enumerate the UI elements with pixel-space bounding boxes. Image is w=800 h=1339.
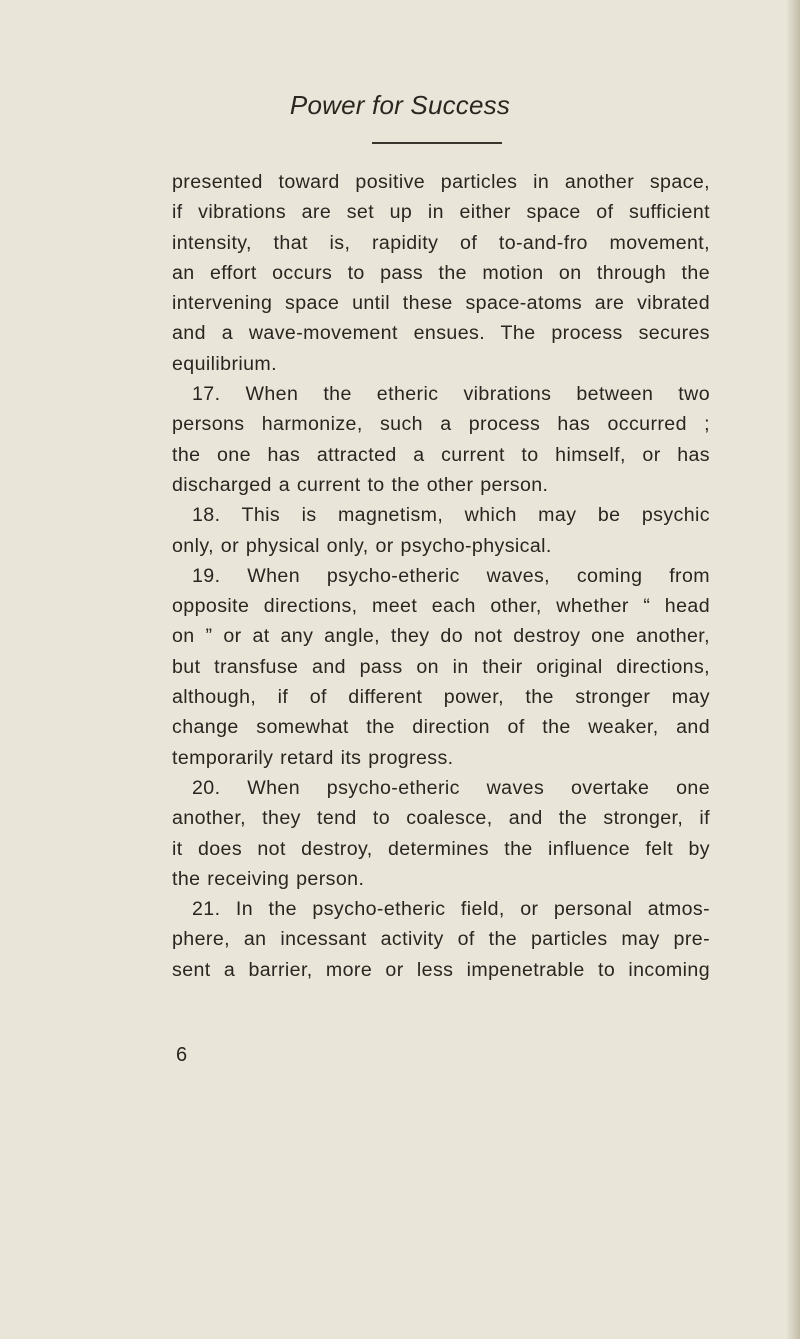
page-edge-shadow <box>786 0 800 1339</box>
text-line: sent a barrier, more or less impenetrable to incoming <box>172 958 710 981</box>
text-line: 17. When the etheric vibrations between two <box>192 383 710 406</box>
text-line: an effort occurs to pass the motion on through the <box>172 261 710 284</box>
text-line: and a wave-movement ensues. The process secures <box>172 322 710 345</box>
text-line: discharged a current to the other person. <box>172 473 549 496</box>
text-line: the receiving person. <box>172 867 365 890</box>
text-line: persons harmonize, such a process has occurred ; <box>172 413 710 436</box>
text-line: opposite directions, meet each other, whether “ head <box>172 595 710 618</box>
text-line: change somewhat the direction of the weaker, and <box>172 716 710 739</box>
body-text <box>172 167 710 985</box>
head-rule <box>372 142 502 144</box>
text-line: 21. In the psycho-etheric field, or personal atmos- <box>192 898 710 921</box>
text-line: another, they tend to coalesce, and the stronger, if <box>172 807 710 830</box>
text-line: intensity, that is, rapidity of to-and-fro movement, <box>172 231 710 254</box>
text-line: 19. When psycho-etheric waves, coming from <box>192 564 710 587</box>
text-line: 20. When psycho-etheric waves overtake one <box>192 776 710 799</box>
text-line: only, or physical only, or psycho-physical. <box>172 534 552 557</box>
text-line: the one has attracted a current to himself, or has <box>172 443 710 466</box>
text-line: 18. This is magnetism, which may be psychic <box>192 504 710 527</box>
text-line: temporarily retard its progress. <box>172 746 454 769</box>
text-line: on ” or at any angle, they do not destroy one another, <box>172 625 710 648</box>
text-line: if vibrations are set up in either space of sufficient <box>172 201 710 224</box>
text-line: presented toward positive particles in another space, <box>172 171 710 193</box>
text-line: it does not destroy, determines the influence felt by <box>172 837 710 860</box>
text-line: but transfuse and pass on in their original directions, <box>172 655 710 678</box>
text-line: intervening space until these space-atoms are vibrated <box>172 292 710 315</box>
running-head: Power for Success <box>289 90 511 120</box>
text-line: although, if of different power, the stronger may <box>172 686 710 709</box>
page-number: 6 <box>176 1044 188 1066</box>
text-line: equilibrium. <box>172 352 277 375</box>
text-line: phere, an incessant activity of the particles may pre- <box>172 928 710 951</box>
